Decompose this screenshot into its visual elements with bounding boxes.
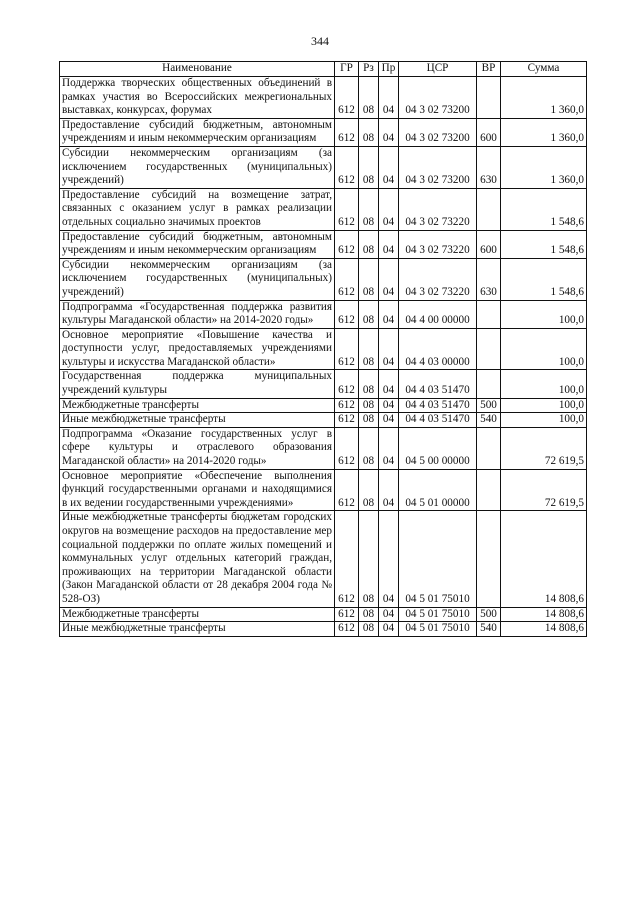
row-pr-cell: 04	[379, 398, 399, 413]
table-row	[60, 77, 587, 119]
row-rz-cell: 08	[359, 328, 379, 370]
row-name-cell: Подпрограмма «Государственная поддержка развития культуры Магаданской области» на 2014-2020 годы»	[60, 300, 335, 328]
row-vr-cell	[477, 188, 501, 230]
row-sum-cell: 100,0	[501, 300, 587, 328]
row-vr-cell: 500	[477, 607, 501, 622]
row-gr-cell: 612	[335, 427, 359, 469]
row-vr-cell: 500	[477, 398, 501, 413]
row-pr-cell: 04	[379, 118, 399, 146]
row-rz-cell: 08	[359, 622, 379, 637]
table-row	[60, 328, 587, 370]
row-rz-cell: 08	[359, 230, 379, 258]
table-row	[60, 469, 587, 511]
row-gr-cell: 612	[335, 622, 359, 637]
row-csr-cell: 04 4 03 51470	[399, 398, 477, 413]
table-row	[60, 258, 587, 300]
row-vr-cell: 600	[477, 118, 501, 146]
row-sum-cell: 100,0	[501, 413, 587, 428]
row-gr-cell: 612	[335, 300, 359, 328]
row-rz-cell: 08	[359, 370, 379, 398]
row-sum-cell: 14 808,6	[501, 622, 587, 637]
row-sum-cell: 1 360,0	[501, 146, 587, 188]
row-csr-cell: 04 5 01 75010	[399, 607, 477, 622]
row-pr-cell: 04	[379, 413, 399, 428]
row-pr-cell: 04	[379, 230, 399, 258]
row-gr-cell: 612	[335, 511, 359, 607]
column-header-pr: Пр	[379, 62, 399, 77]
row-sum-cell: 100,0	[501, 328, 587, 370]
row-gr-cell: 612	[335, 328, 359, 370]
row-rz-cell: 08	[359, 300, 379, 328]
row-rz-cell: 08	[359, 258, 379, 300]
row-gr-cell: 612	[335, 469, 359, 511]
table-row	[60, 413, 587, 428]
row-vr-cell	[477, 370, 501, 398]
row-name-cell: Основное мероприятие «Повышение качества и доступности услуг, предоставляемых учреждениями культуры и искусства Магаданской области»	[60, 328, 335, 370]
row-gr-cell: 612	[335, 398, 359, 413]
row-sum-cell: 1 548,6	[501, 230, 587, 258]
row-rz-cell: 08	[359, 398, 379, 413]
column-header-rz: Рз	[359, 62, 379, 77]
table-row	[60, 427, 587, 469]
row-csr-cell: 04 3 02 73200	[399, 118, 477, 146]
row-name-cell: Иные межбюджетные трансферты	[60, 413, 335, 428]
row-pr-cell: 04	[379, 427, 399, 469]
row-pr-cell: 04	[379, 77, 399, 119]
row-gr-cell: 612	[335, 230, 359, 258]
row-rz-cell: 08	[359, 427, 379, 469]
row-gr-cell: 612	[335, 77, 359, 119]
row-name-cell: Основное мероприятие «Обеспечение выполнения функций государственными органами и находящимися в их ведении государственными учреждениями»	[60, 469, 335, 511]
row-csr-cell: 04 4 03 51470	[399, 413, 477, 428]
row-rz-cell: 08	[359, 413, 379, 428]
row-pr-cell: 04	[379, 146, 399, 188]
row-vr-cell: 540	[477, 622, 501, 637]
row-gr-cell: 612	[335, 188, 359, 230]
column-header-sum: Сумма	[501, 62, 587, 77]
row-rz-cell: 08	[359, 511, 379, 607]
row-rz-cell: 08	[359, 469, 379, 511]
row-pr-cell: 04	[379, 469, 399, 511]
row-gr-cell: 612	[335, 413, 359, 428]
column-header-csr: ЦСР	[399, 62, 477, 77]
row-pr-cell: 04	[379, 370, 399, 398]
row-gr-cell: 612	[335, 258, 359, 300]
row-gr-cell: 612	[335, 146, 359, 188]
table-row	[60, 230, 587, 258]
row-sum-cell: 100,0	[501, 370, 587, 398]
row-vr-cell: 630	[477, 146, 501, 188]
row-rz-cell: 08	[359, 118, 379, 146]
row-rz-cell: 08	[359, 607, 379, 622]
row-csr-cell: 04 3 02 73200	[399, 77, 477, 119]
row-rz-cell: 08	[359, 188, 379, 230]
row-csr-cell: 04 5 01 00000	[399, 469, 477, 511]
table-row	[60, 370, 587, 398]
row-csr-cell: 04 4 00 00000	[399, 300, 477, 328]
column-header-vr: ВР	[477, 62, 501, 77]
row-name-cell: Межбюджетные трансферты	[60, 398, 335, 413]
row-csr-cell: 04 3 02 73220	[399, 258, 477, 300]
row-csr-cell: 04 3 02 73220	[399, 188, 477, 230]
row-gr-cell: 612	[335, 370, 359, 398]
row-name-cell: Государственная поддержка муниципальных учреждений культуры	[60, 370, 335, 398]
table-row	[60, 146, 587, 188]
row-vr-cell: 540	[477, 413, 501, 428]
row-gr-cell: 612	[335, 607, 359, 622]
row-csr-cell: 04 5 01 75010	[399, 511, 477, 607]
row-name-cell: Поддержка творческих общественных объединений в рамках участия во Всероссийских межрегиональных выставках, конкурсах, форумах	[60, 77, 335, 119]
row-sum-cell: 1 548,6	[501, 258, 587, 300]
table-row	[60, 607, 587, 622]
row-vr-cell	[477, 511, 501, 607]
column-header-name: Наименование	[60, 62, 335, 77]
row-sum-cell: 1 360,0	[501, 118, 587, 146]
table-header-row	[60, 62, 587, 77]
row-sum-cell: 72 619,5	[501, 469, 587, 511]
budget-table	[59, 61, 587, 637]
table-row	[60, 398, 587, 413]
row-pr-cell: 04	[379, 607, 399, 622]
row-name-cell: Субсидии некоммерческим организациям (за исключением государственных (муниципальных) учреждений)	[60, 146, 335, 188]
row-rz-cell: 08	[359, 146, 379, 188]
row-csr-cell: 04 4 03 51470	[399, 370, 477, 398]
row-pr-cell: 04	[379, 258, 399, 300]
row-sum-cell: 72 619,5	[501, 427, 587, 469]
row-pr-cell: 04	[379, 511, 399, 607]
table-row	[60, 511, 587, 607]
row-vr-cell	[477, 300, 501, 328]
row-name-cell: Подпрограмма «Оказание государственных услуг в сфере культуры и отраслевого образования Магаданской области» на 2014-2020 годы»	[60, 427, 335, 469]
row-name-cell: Предоставление субсидий на возмещение затрат, связанных с оказанием услуг в рамках реализации отдельных социально значимых проектов	[60, 188, 335, 230]
table-row	[60, 622, 587, 637]
row-vr-cell: 630	[477, 258, 501, 300]
row-sum-cell: 14 808,6	[501, 511, 587, 607]
row-pr-cell: 04	[379, 622, 399, 637]
row-vr-cell	[477, 77, 501, 119]
row-vr-cell	[477, 427, 501, 469]
table-row	[60, 300, 587, 328]
row-name-cell: Субсидии некоммерческим организациям (за исключением государственных (муниципальных) учреждений)	[60, 258, 335, 300]
table-row	[60, 188, 587, 230]
column-header-gr: ГР	[335, 62, 359, 77]
row-name-cell: Иные межбюджетные трансферты	[60, 622, 335, 637]
page-number: 344	[311, 34, 329, 48]
row-csr-cell: 04 4 03 00000	[399, 328, 477, 370]
row-pr-cell: 04	[379, 188, 399, 230]
row-vr-cell	[477, 469, 501, 511]
table-row	[60, 118, 587, 146]
row-csr-cell: 04 3 02 73220	[399, 230, 477, 258]
row-sum-cell: 1 548,6	[501, 188, 587, 230]
row-vr-cell	[477, 328, 501, 370]
row-vr-cell: 600	[477, 230, 501, 258]
row-name-cell: Предоставление субсидий бюджетным, автономным учреждениям и иным некоммерческим организациям	[60, 230, 335, 258]
row-sum-cell: 1 360,0	[501, 77, 587, 119]
row-pr-cell: 04	[379, 300, 399, 328]
row-name-cell: Предоставление субсидий бюджетным, автономным учреждениям и иным некоммерческим организациям	[60, 118, 335, 146]
row-gr-cell: 612	[335, 118, 359, 146]
row-sum-cell: 100,0	[501, 398, 587, 413]
row-pr-cell: 04	[379, 328, 399, 370]
row-name-cell: Иные межбюджетные трансферты бюджетам городских округов на возмещение расходов на предоставление мер социальной поддержки по оплате жилых помещений и коммунальных услуг отдельных категорий граждан, проживающих на территории Магаданской области (Закон Магаданской области от 28 декабря 2004 года № 528-ОЗ)	[60, 511, 335, 607]
row-csr-cell: 04 5 01 75010	[399, 622, 477, 637]
row-name-cell: Межбюджетные трансферты	[60, 607, 335, 622]
row-csr-cell: 04 5 00 00000	[399, 427, 477, 469]
row-sum-cell: 14 808,6	[501, 607, 587, 622]
row-rz-cell: 08	[359, 77, 379, 119]
row-csr-cell: 04 3 02 73200	[399, 146, 477, 188]
